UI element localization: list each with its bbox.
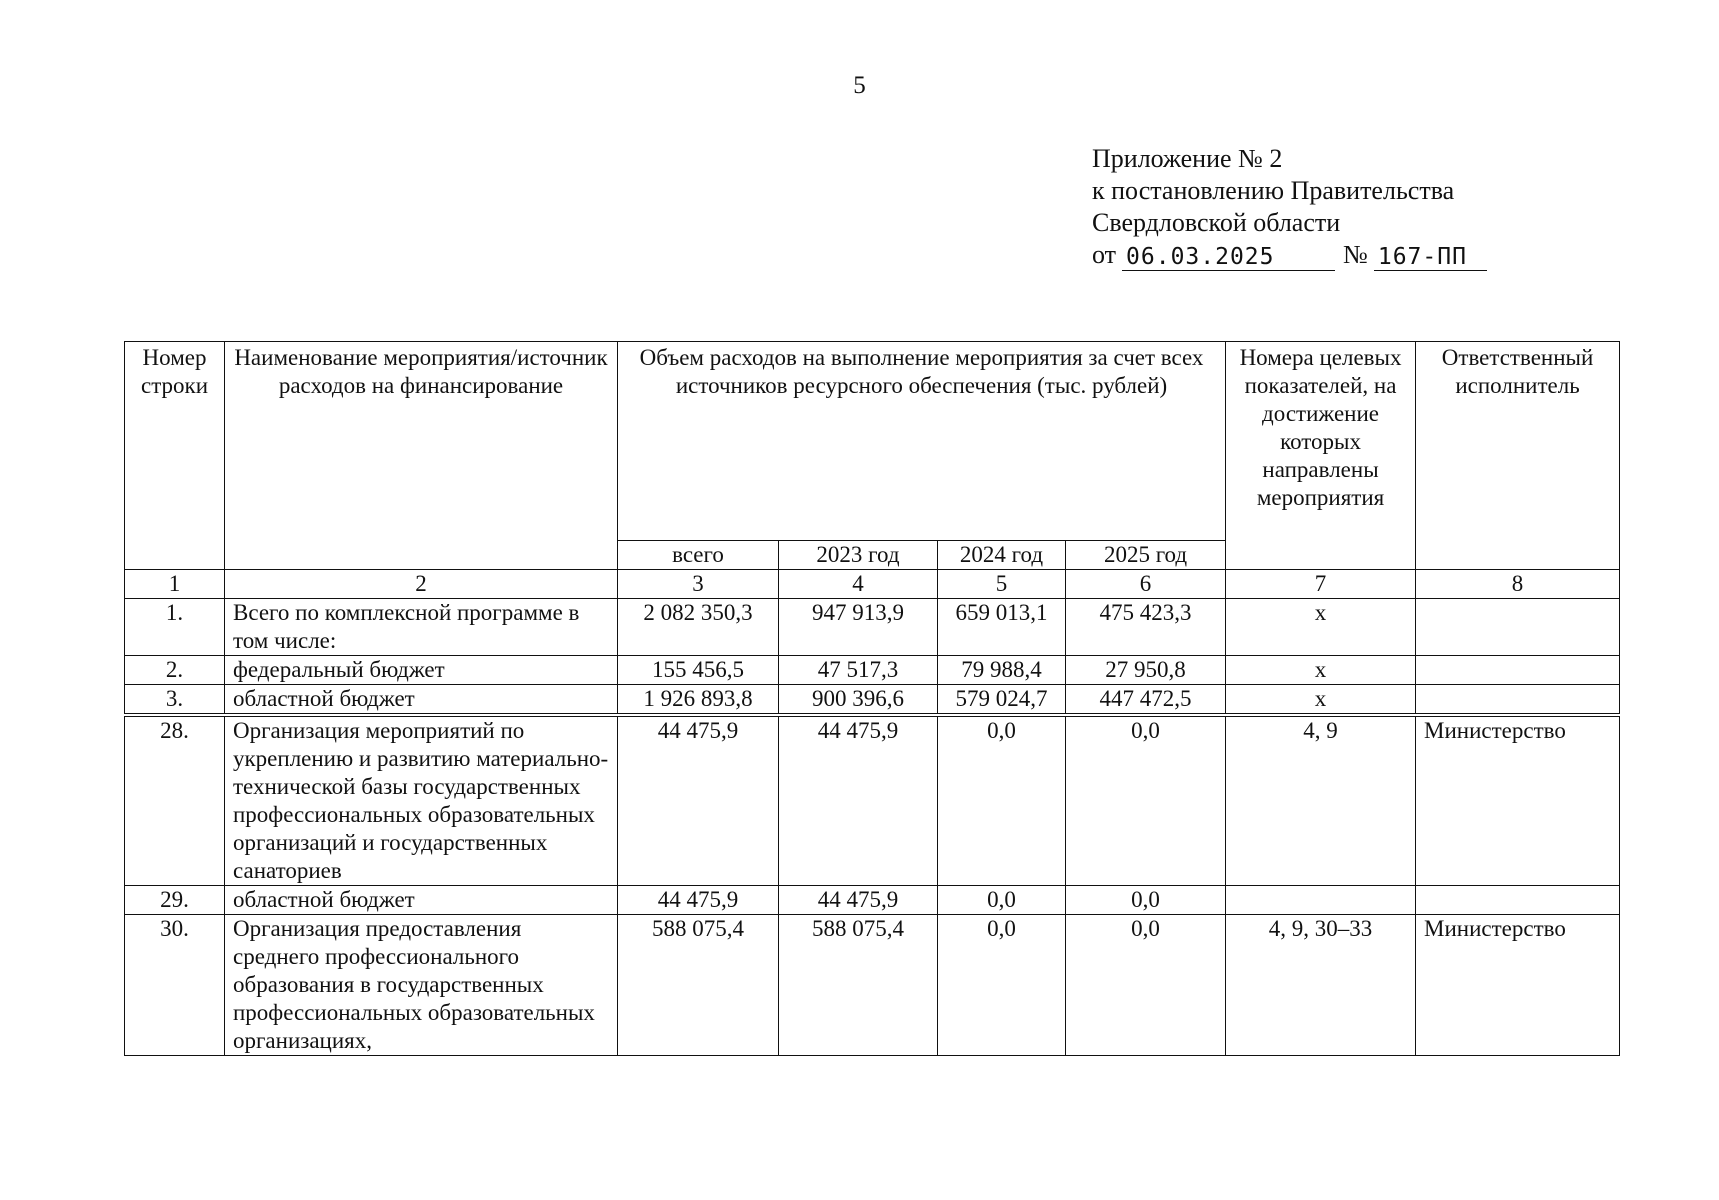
row-number: 28. bbox=[125, 715, 225, 886]
column-numbers-row bbox=[125, 570, 1620, 599]
row-name: областной бюджет bbox=[225, 886, 618, 915]
row-2023: 44 475,9 bbox=[779, 715, 938, 886]
column-number: 5 bbox=[938, 570, 1066, 599]
header-2025: 2025 год bbox=[1066, 541, 1226, 570]
column-number: 7 bbox=[1226, 570, 1416, 599]
table-row bbox=[125, 715, 1620, 886]
row-targets bbox=[1226, 886, 1416, 915]
row-targets: 4, 9, 30–33 bbox=[1226, 915, 1416, 1056]
row-2023: 947 913,9 bbox=[779, 599, 938, 656]
row-targets: x bbox=[1226, 656, 1416, 685]
appendix-date-number bbox=[1092, 239, 1495, 271]
row-name: федеральный бюджет bbox=[225, 656, 618, 685]
number-label: № bbox=[1343, 240, 1368, 269]
row-responsible: Министерство bbox=[1416, 915, 1620, 1056]
resolution-date: 06.03.2025 bbox=[1122, 244, 1335, 271]
header-name: Наименование мероприятия/источник расходов на финансирование bbox=[225, 342, 618, 570]
resolution-number: 167-ПП bbox=[1374, 244, 1487, 271]
header-2023: 2023 год bbox=[779, 541, 938, 570]
row-targets: x bbox=[1226, 599, 1416, 656]
row-responsible bbox=[1416, 656, 1620, 685]
row-2023: 47 517,3 bbox=[779, 656, 938, 685]
column-number: 1 bbox=[125, 570, 225, 599]
row-2025: 0,0 bbox=[1066, 915, 1226, 1056]
row-total: 44 475,9 bbox=[618, 886, 779, 915]
header-targets: Номера целевых показателей, на достижение которых направлены мероприятия bbox=[1226, 342, 1416, 570]
row-number: 30. bbox=[125, 915, 225, 1056]
row-responsible bbox=[1416, 685, 1620, 716]
column-number: 8 bbox=[1416, 570, 1620, 599]
row-responsible bbox=[1416, 599, 1620, 656]
row-name: Организация мероприятий по укреплению и развитию материально-технической базы государственных профессиональных образовательных организаций и государственных санаториев bbox=[225, 715, 618, 886]
header-total: всего bbox=[618, 541, 779, 570]
header-row bbox=[125, 342, 1620, 541]
row-responsible bbox=[1416, 886, 1620, 915]
row-total: 2 082 350,3 bbox=[618, 599, 779, 656]
expenditure-table bbox=[124, 341, 1620, 1056]
header-row-number: Номер строки bbox=[125, 342, 225, 570]
header-responsible: Ответственный исполнитель bbox=[1416, 342, 1620, 570]
row-total: 588 075,4 bbox=[618, 915, 779, 1056]
row-total: 1 926 893,8 bbox=[618, 685, 779, 716]
row-2025: 0,0 bbox=[1066, 886, 1226, 915]
row-total: 44 475,9 bbox=[618, 715, 779, 886]
column-number: 2 bbox=[225, 570, 618, 599]
appendix-line-3: Свердловской области bbox=[1092, 208, 1341, 237]
table-row bbox=[125, 685, 1620, 716]
row-2023: 900 396,6 bbox=[779, 685, 938, 716]
from-label: от bbox=[1092, 240, 1117, 269]
appendix-title: Приложение № 2 bbox=[1092, 144, 1283, 173]
row-2024: 659 013,1 bbox=[938, 599, 1066, 656]
row-name: Всего по комплексной программе в том числе: bbox=[225, 599, 618, 656]
row-total: 155 456,5 bbox=[618, 656, 779, 685]
row-targets: 4, 9 bbox=[1226, 715, 1416, 886]
row-2024: 0,0 bbox=[938, 886, 1066, 915]
row-2025: 27 950,8 bbox=[1066, 656, 1226, 685]
row-2023: 588 075,4 bbox=[779, 915, 938, 1056]
row-responsible: Министерство bbox=[1416, 715, 1620, 886]
header-2024: 2024 год bbox=[938, 541, 1066, 570]
column-number: 4 bbox=[779, 570, 938, 599]
row-number: 29. bbox=[125, 886, 225, 915]
row-2024: 0,0 bbox=[938, 715, 1066, 886]
table-row bbox=[125, 656, 1620, 685]
appendix-block bbox=[1092, 143, 1495, 271]
row-name: областной бюджет bbox=[225, 685, 618, 716]
row-2024: 579 024,7 bbox=[938, 685, 1066, 716]
column-number: 6 bbox=[1066, 570, 1226, 599]
table-row bbox=[125, 915, 1620, 1056]
row-2024: 79 988,4 bbox=[938, 656, 1066, 685]
table-row bbox=[125, 886, 1620, 915]
row-name: Организация предоставления среднего профессионального образования в государственных профессиональных образовательных организациях, bbox=[225, 915, 618, 1056]
column-number: 3 bbox=[618, 570, 779, 599]
table-row bbox=[125, 599, 1620, 656]
row-2025: 0,0 bbox=[1066, 715, 1226, 886]
row-number: 2. bbox=[125, 656, 225, 685]
appendix-line-2: к постановлению Правительства bbox=[1092, 176, 1455, 205]
row-number: 3. bbox=[125, 685, 225, 716]
row-2025: 475 423,3 bbox=[1066, 599, 1226, 656]
row-number: 1. bbox=[125, 599, 225, 656]
row-targets: x bbox=[1226, 685, 1416, 716]
page-number: 5 bbox=[853, 72, 866, 99]
header-volume: Объем расходов на выполнение мероприятия за счет всех источников ресурсного обеспечения (тыс. рублей) bbox=[618, 342, 1226, 541]
row-2024: 0,0 bbox=[938, 915, 1066, 1056]
row-2023: 44 475,9 bbox=[779, 886, 938, 915]
row-2025: 447 472,5 bbox=[1066, 685, 1226, 716]
